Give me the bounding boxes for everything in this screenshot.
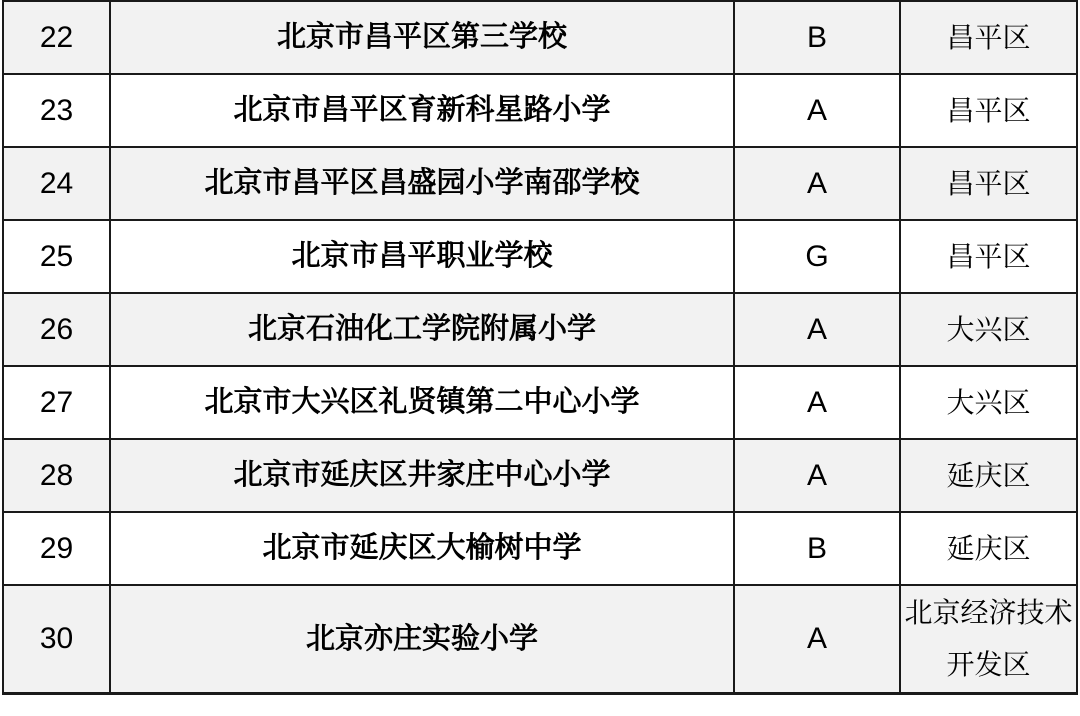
grade-cell: B (734, 1, 900, 74)
school-name-cell: 北京市延庆区井家庄中心小学 (110, 439, 734, 512)
row-number-cell: 27 (3, 366, 110, 439)
table-row (3, 147, 1077, 220)
grade-cell: A (734, 439, 900, 512)
grade-cell: A (734, 366, 900, 439)
grade-cell: A (734, 74, 900, 147)
school-rating-table (2, 0, 1078, 695)
school-name-cell: 北京市昌平区育新科星路小学 (110, 74, 734, 147)
district-cell: 昌平区 (900, 220, 1077, 293)
school-name-cell: 北京市大兴区礼贤镇第二中心小学 (110, 366, 734, 439)
district-cell: 大兴区 (900, 293, 1077, 366)
district-cell: 大兴区 (900, 366, 1077, 439)
row-number-cell: 25 (3, 220, 110, 293)
district-cell: 昌平区 (900, 74, 1077, 147)
row-number-cell: 30 (3, 585, 110, 693)
table-row (3, 512, 1077, 585)
district-cell: 北京经济技术开发区 (900, 585, 1077, 693)
grade-cell: A (734, 293, 900, 366)
table-row (3, 585, 1077, 693)
row-number-cell: 24 (3, 147, 110, 220)
table-row (3, 220, 1077, 293)
school-name-cell: 北京市延庆区大榆树中学 (110, 512, 734, 585)
row-number-cell: 22 (3, 1, 110, 74)
school-name-cell: 北京亦庄实验小学 (110, 585, 734, 693)
row-number-cell: 23 (3, 74, 110, 147)
school-name-cell: 北京市昌平区昌盛园小学南邵学校 (110, 147, 734, 220)
school-name-cell: 北京市昌平区第三学校 (110, 1, 734, 74)
district-cell: 昌平区 (900, 1, 1077, 74)
grade-cell: G (734, 220, 900, 293)
row-number-cell: 26 (3, 293, 110, 366)
row-number-cell: 28 (3, 439, 110, 512)
district-cell: 昌平区 (900, 147, 1077, 220)
grade-cell: A (734, 585, 900, 693)
district-cell: 延庆区 (900, 512, 1077, 585)
grade-cell: A (734, 147, 900, 220)
district-cell: 延庆区 (900, 439, 1077, 512)
table-row (3, 366, 1077, 439)
table-row (3, 74, 1077, 147)
table-row (3, 1, 1077, 74)
row-number-cell: 29 (3, 512, 110, 585)
school-name-cell: 北京石油化工学院附属小学 (110, 293, 734, 366)
grade-cell: B (734, 512, 900, 585)
table-row (3, 293, 1077, 366)
table-row (3, 439, 1077, 512)
school-name-cell: 北京市昌平职业学校 (110, 220, 734, 293)
